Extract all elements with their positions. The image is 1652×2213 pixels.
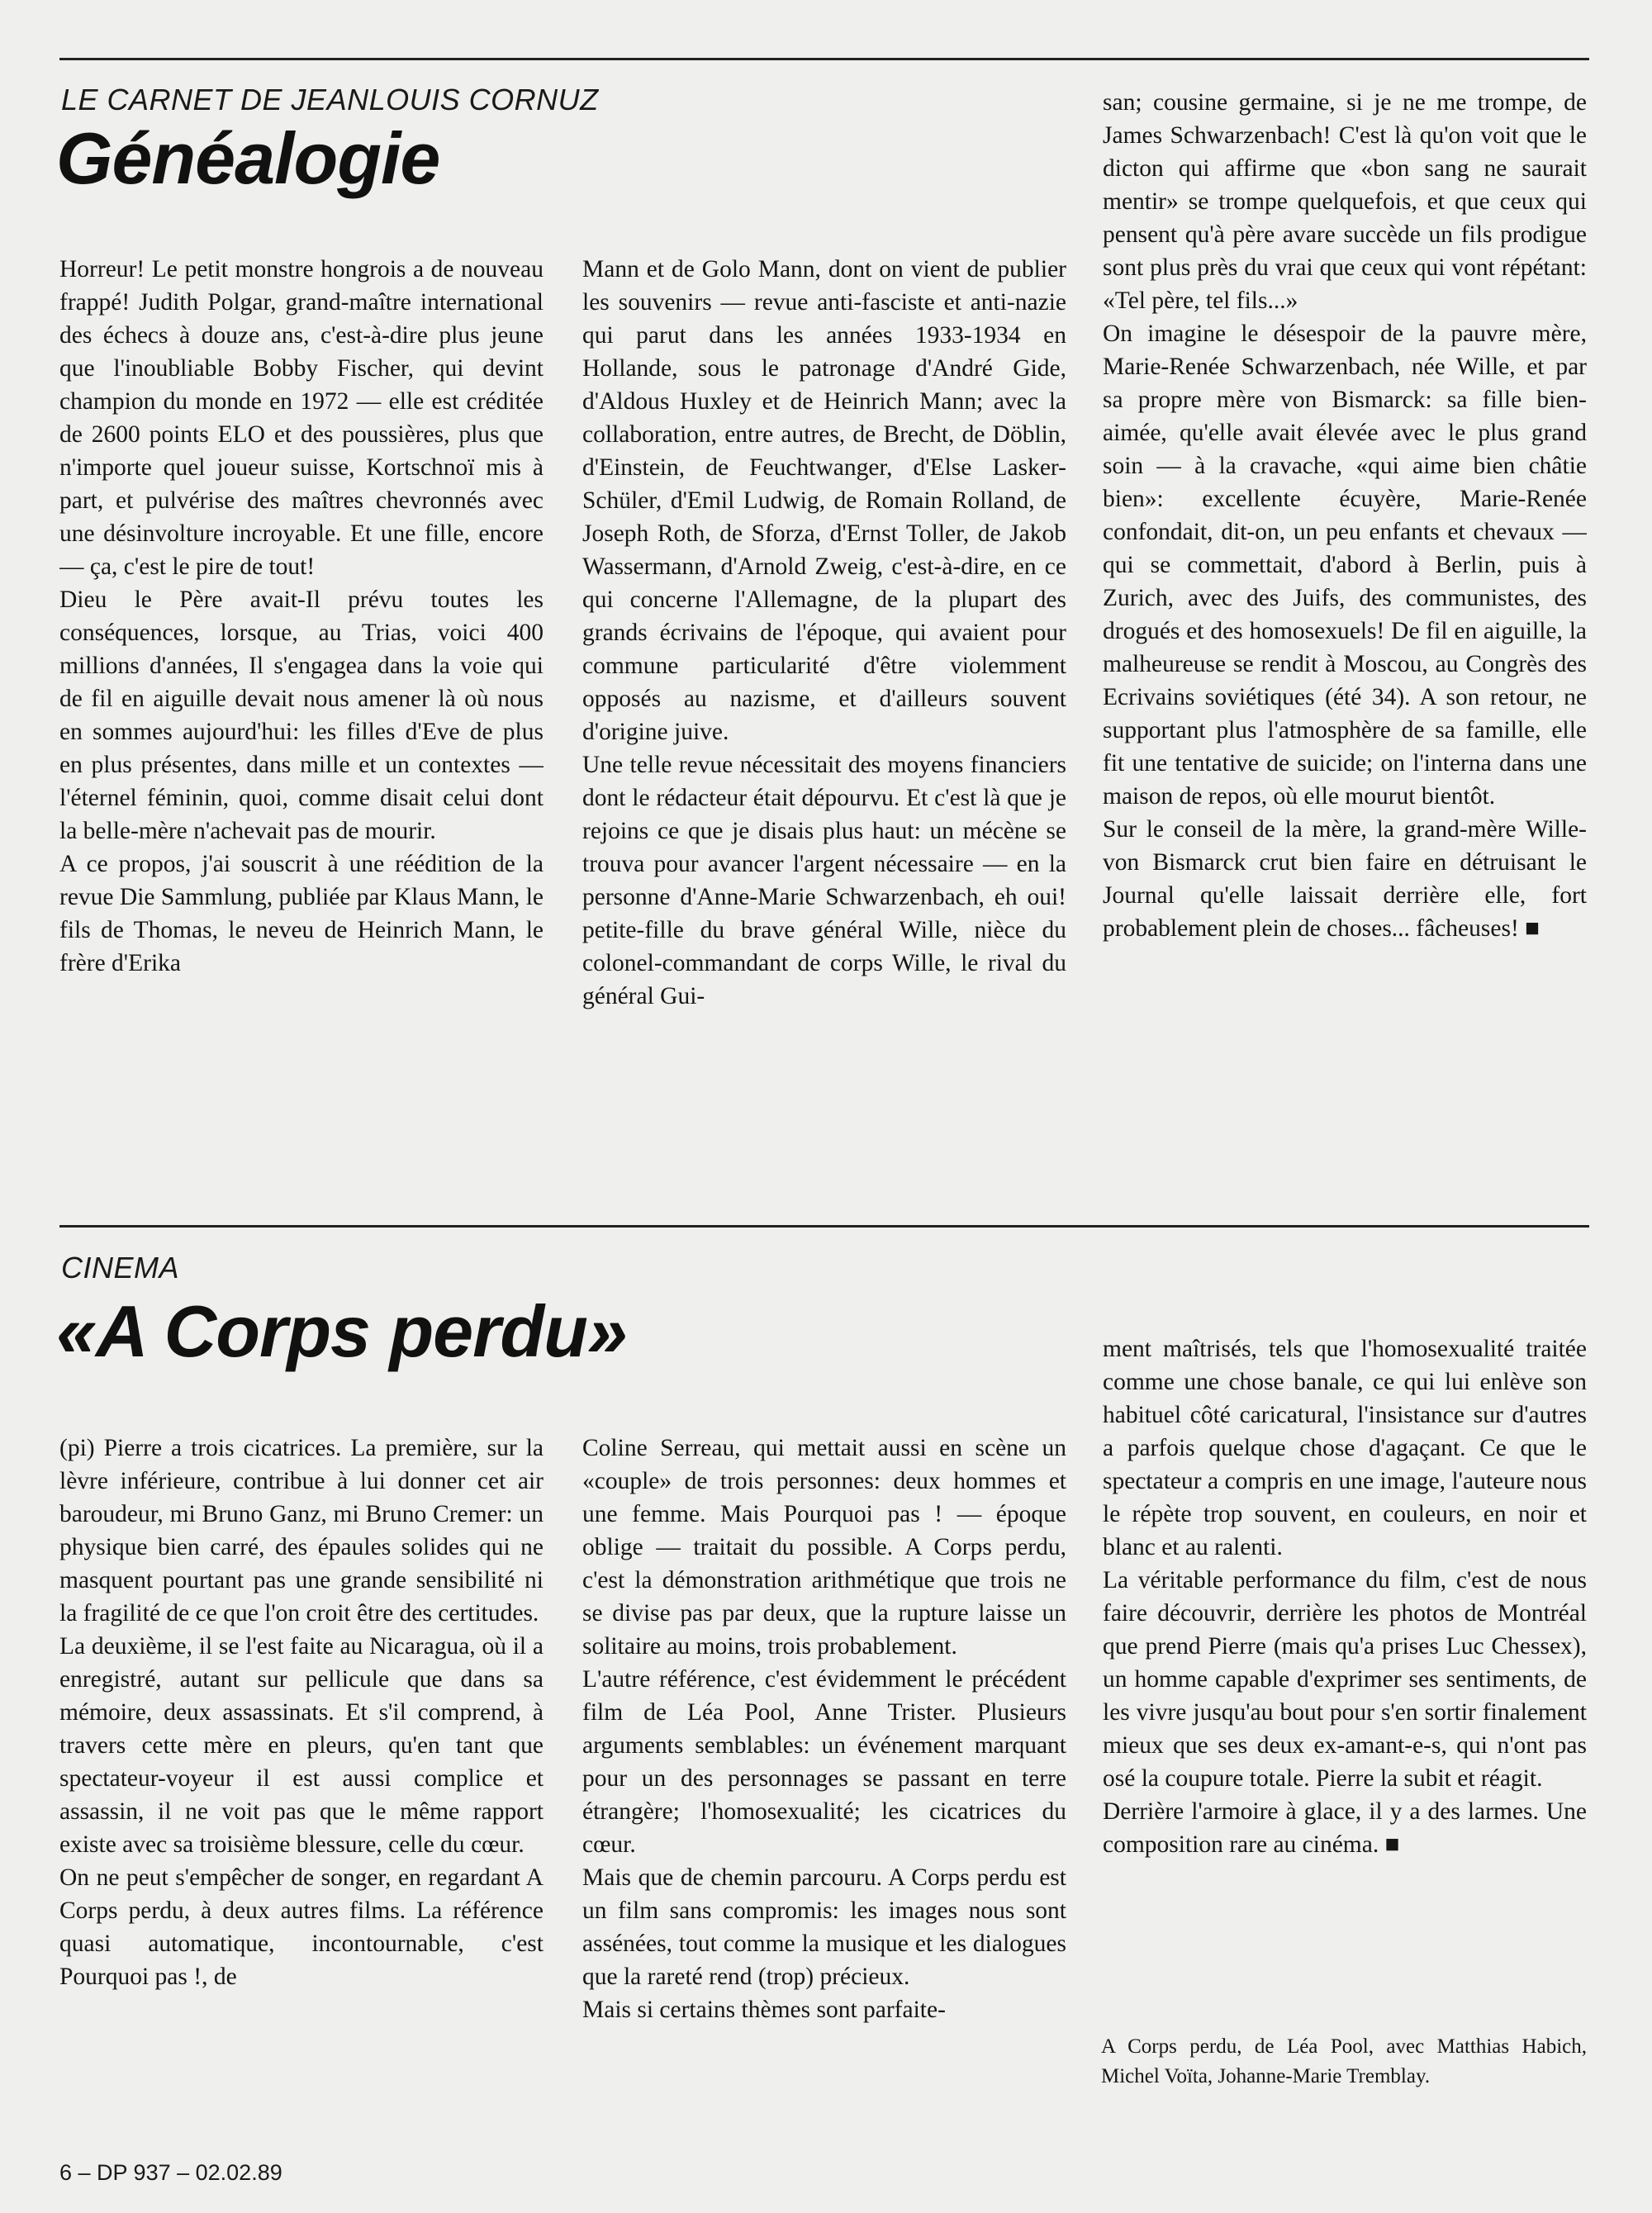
section-rule: [59, 1225, 1589, 1228]
article2-column-2: [582, 1432, 1066, 2142]
article-title: Généalogie: [56, 117, 440, 199]
paragraph: Mais que de chemin parcouru. A Corps perdu est un film sans compromis: les images nous sont assénées, tout comme la musique et les dialogues que la rareté rend (trop) précieux.: [582, 1864, 1066, 1990]
article1-column-2: [582, 253, 1066, 1128]
article-title: «A Corps perdu»: [56, 1290, 627, 1372]
article1-column-3: [1103, 86, 1587, 1128]
paragraph: Derrière l'armoire à glace, il y a des larmes. Une composition rare au cinéma. ■: [1103, 1798, 1587, 1858]
article2-column-3: [1103, 1332, 1587, 2010]
column-kicker: LE CARNET DE JEANLOUIS CORNUZ: [61, 83, 599, 116]
paragraph: Dieu le Père avait-Il prévu toutes les conséquences, lorsque, au Trias, voici 400 millions d'années, Il s'engagea dans la voie qui de fil en aiguille devait nous amener là où nous en sommes aujourd'hui: les filles d'Eve de plus en plus présentes, dans mille et un contextes — l'éternel féminin, quoi, comme disait celui dont la belle-mère n'achevait pas de mourir.: [59, 586, 544, 844]
film-credit: A Corps perdu, de Léa Pool, avec Matthias Habich, Michel Voïta, Johanne-Marie Tremblay.: [1101, 2035, 1587, 2087]
paragraph: On ne peut s'empêcher de songer, en regardant A Corps perdu, à deux autres films. La référence quasi automatique, incontournable, c'est Pourquoi pas !, de: [59, 1864, 544, 1990]
paragraph: san; cousine germaine, si je ne me trompe, de James Schwarzenbach! C'est là qu'on voit que le dicton qui affirme que «bon sang ne saurait mentir» se trompe quelquefois, et que ceux qui pensent qu'à père avare succède un fils prodigue sont plus près du vrai que ceux qui vont répétant: «Tel père, tel fils...»: [1103, 89, 1587, 314]
paragraph: (pi) Pierre a trois cicatrices. La première, sur la lèvre inférieure, contribue à lui donner cet air baroudeur, mi Bruno Ganz, mi Bruno Cremer: un physique bien carré, des épaules solides qui ne masquent pourtant pas une grande sensibilité ni la fragilité de ce que l'on croit être des certitudes.: [59, 1435, 544, 1627]
paragraph: Mais si certains thèmes sont parfaite-: [582, 1997, 946, 2023]
paragraph: L'autre référence, c'est évidemment le précédent film de Léa Pool, Anne Trister. Plusieurs arguments semblables: un événement marquant pour un des personnages se passant en terre étrangère; l'homosexualité; les cicatrices du cœur.: [582, 1666, 1066, 1858]
paragraph: La deuxième, il se l'est faite au Nicaragua, où il a enregistré, autant sur pellicule que dans sa mémoire, deux assassinats. Et s'il comprend, à travers cette mère en pleurs, qu'en tant que spectateur-voyeur il est aussi complice et assassin, il ne voit pas que le même rapport existe avec sa troisième blessure, celle du cœur.: [59, 1633, 544, 1858]
paragraph: A ce propos, j'ai souscrit à une réédition de la revue Die Sammlung, publiée par Klaus Mann, le fils de Thomas, le neveu de Heinrich Mann, le frère d'Erika: [59, 851, 544, 976]
article1-column-1: [59, 253, 544, 1128]
paragraph: Horreur! Le petit monstre hongrois a de nouveau frappé! Judith Polgar, grand-maître international des échecs à douze ans, c'est-à-dire plus jeune que l'inoubliable Bobby Fischer, qui devint champion du monde en 1972 — elle est créditée de 2600 points ELO et des poussières, plus que n'importe quel joueur suisse, Kortschnoï mis à part, et pulvérise des maîtres chevronnés avec une désinvolture incroyable. Et une fille, encore — ça, c'est le pire de tout!: [59, 256, 544, 580]
paragraph: Coline Serreau, qui mettait aussi en scène un «couple» de trois personnes: deux hommes et une femme. Mais Pourquoi pas ! — époque oblige — traitait du possible. A Corps perdu, c'est la démonstration arithmétique que trois ne se divise pas par deux, que la rupture laisse un solitaire au moins, trois probablement.: [582, 1435, 1066, 1660]
paragraph: Une telle revue nécessitait des moyens financiers dont le rédacteur était dépourvu. Et c'est là que je rejoins ce que je disais plus haut: un mécène se trouva pour avancer l'argent nécessaire — en la personne d'Anne-Marie Schwarzenbach, eh oui! petite-fille du brave général Wille, nièce du colonel-commandant de corps Wille, le rival du général Gui-: [582, 752, 1066, 1009]
page-folio: 6 – DP 937 – 02.02.89: [59, 2160, 282, 2185]
section-kicker: CINEMA: [61, 1251, 180, 1285]
paragraph: ment maîtrisés, tels que l'homosexualité traitée comme une chose banale, ce qui lui enlève son habituel côté caricatural, l'insistance sur d'autres a parfois quelque chose d'agaçant. Ce que le spectateur a compris en une image, l'auteure nous le répète trop souvent, en couleurs, en noir et blanc et au ralenti.: [1103, 1336, 1587, 1560]
article2-column-1: [59, 1432, 544, 2142]
top-rule: [59, 58, 1589, 60]
paragraph: On imagine le désespoir de la pauvre mère, Marie-Renée Schwarzenbach, née Wille, et par sa propre mère von Bismarck: sa fille bien-aimée, qu'elle avait élevée avec le plus grand soin — à la cravache, «qui aime bien châtie bien»: excellente écuyère, Marie-Renée confondait, dit-on, un peu enfants et chevaux — qui se commettait, d'abord à Berlin, puis à Zurich, avec des Juifs, des communistes, des drogués et des homosexuels! De fil en aiguille, la malheureuse se rendit à Moscou, au Congrès des Ecrivains soviétiques (été 34). A son retour, ne supportant plus l'atmosphère de sa famille, elle fit une tentative de suicide; on l'interna dans une maison de repos, où elle mourut bientôt.: [1103, 321, 1587, 810]
paragraph: Mann et de Golo Mann, dont on vient de publier les souvenirs — revue anti-fasciste et anti-nazie qui parut dans les années 1933-1934 en Hollande, sous le patronage d'André Gide, d'Aldous Huxley et de Heinrich Mann; avec la collaboration, entre autres, de Brecht, de Döblin, d'Einstein, de Feuchtwanger, d'Else Lasker-Schüler, d'Emil Ludwig, de Romain Rolland, de Joseph Roth, de Sforza, d'Ernst Toller, de Jakob Wassermann, d'Arnold Zweig, c'est-à-dire, en ce qui concerne l'Allemagne, de la plupart des grands écrivains de l'époque, qui avaient pour commune particularité d'être violemment opposés au nazisme, et d'ailleurs souvent d'origine juive.: [582, 256, 1066, 745]
paragraph: La véritable performance du film, c'est de nous faire découvrir, derrière les photos de Montréal que prend Pierre (mais qu'a prises Luc Chessex), un homme capable d'exprimer ses sentiments, de les vivre jusqu'au bout pour s'en sortir finalement mieux que ses deux ex-amant-e-s, qui n'ont pas osé la coupure totale. Pierre la subit et réagit.: [1103, 1567, 1587, 1792]
paragraph: Sur le conseil de la mère, la grand-mère Wille-von Bismarck crut bien faire en détruisant le Journal qu'elle laissait derrière elle, fort probablement plein de choses... fâcheuses! ■: [1103, 816, 1587, 942]
